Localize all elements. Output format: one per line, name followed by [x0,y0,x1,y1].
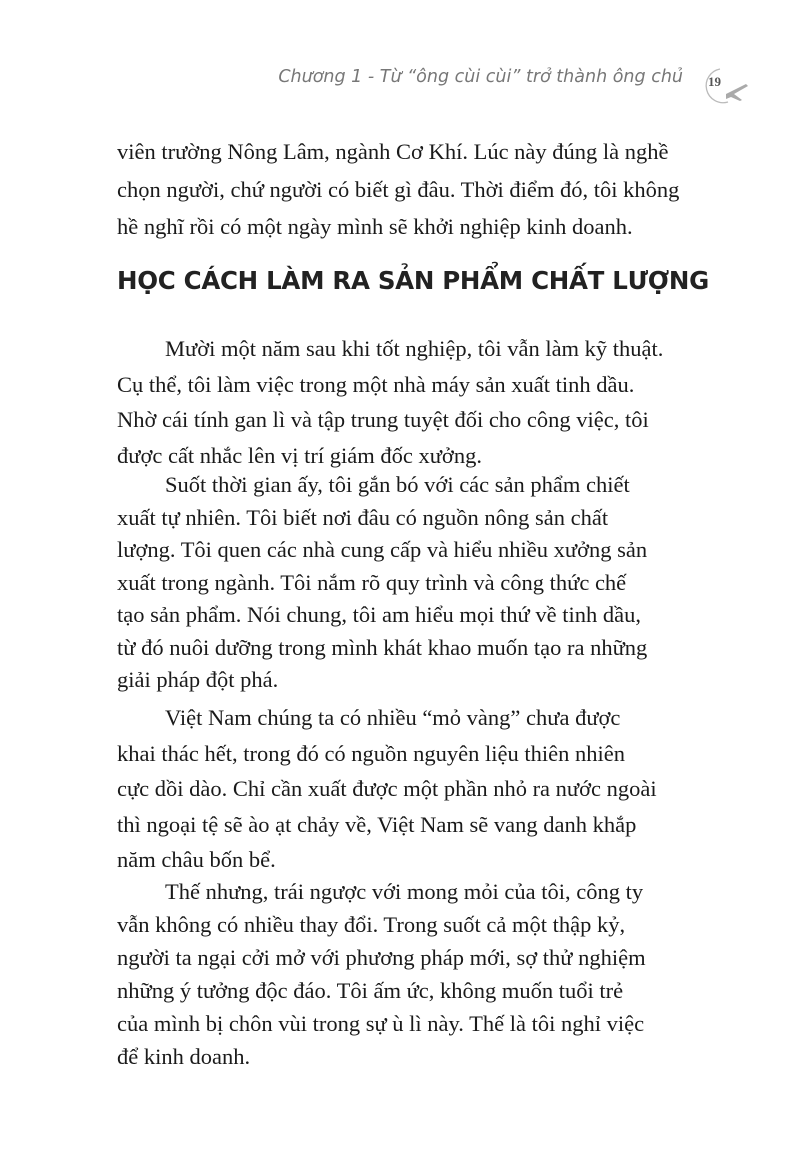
text-line: giải pháp đột phá. [117,667,279,692]
text-line: khai thác hết, trong đó có nguồn nguyên liệu thiên nhiên [117,740,626,766]
text-line: hề nghĩ rồi có một ngày mình sẽ khởi nghiệp kinh doanh. [117,214,633,239]
text-line: chọn người, chứ người có biết gì đâu. Thời điểm đó, tôi không [117,176,680,202]
airplane-icon [698,66,750,106]
text-line: người ta ngại cởi mở với phương pháp mới, sợ thử nghiệm [117,945,646,970]
text-line: Cụ thể, tôi làm việc trong một nhà máy sản xuất tinh dầu. [117,371,635,397]
intro-paragraph [117,134,697,245]
text-line: Thế nhưng, trái ngược với mong mỏi của tôi, công ty [165,879,644,904]
text-line: để kinh doanh. [117,1044,251,1069]
text-line: Mười một năm sau khi tốt nghiệp, tôi vẫn làm kỹ thuật. [165,336,664,361]
text-line: vẫn không có nhiều thay đổi. Trong suốt cả một thập kỷ, [117,912,626,937]
page-number: 19 [708,74,721,89]
text-line: Nhờ cái tính gan lì và tập trung tuyệt đối cho công việc, tôi [117,407,649,432]
text-line: Việt Nam chúng ta có nhiều “mỏ vàng” chưa được [165,705,621,730]
page-number-badge [698,66,738,106]
text-line: thì ngoại tệ sẽ ào ạt chảy về, Việt Nam sẽ vang danh khắp [117,811,637,837]
text-line: năm châu bốn bể. [117,847,276,872]
text-line: viên trường Nông Lâm, ngành Cơ Khí. Lúc này đúng là nghề [117,139,669,164]
paragraph-1 [117,331,697,473]
paragraph-2 [117,469,697,697]
text-line: lượng. Tôi quen các nhà cung cấp và hiểu nhiều xưởng sản [117,537,648,562]
text-line: từ đó nuôi dưỡng trong mình khát khao muốn tạo ra những [117,634,648,660]
text-line: xuất tự nhiên. Tôi biết nơi đâu có nguồn nông sản chất [117,504,609,530]
section-heading: HỌC CÁCH LÀM RA SẢN PHẨM CHẤT LƯỢNG [117,266,709,295]
text-line: xuất trong ngành. Tôi nắm rõ quy trình và công thức chế [117,569,627,595]
text-line: được cất nhắc lên vị trí giám đốc xưởng. [117,442,482,468]
paragraph-3 [117,700,697,878]
text-line: tạo sản phẩm. Nói chung, tôi am hiểu mọi thứ về tinh dầu, [117,602,641,627]
text-line: Suốt thời gian ấy, tôi gắn bó với các sản phẩm chiết [165,472,630,497]
running-header: Chương 1 - Từ “ông cùi cùi” trở thành ông chủ [278,67,683,87]
text-line: những ý tưởng độc đáo. Tôi ấm ức, không muốn tuổi trẻ [117,978,624,1003]
text-line: của mình bị chôn vùi trong sự ù lì này. Thế là tôi nghỉ việc [117,1011,645,1036]
text-line: cực dồi dào. Chỉ cần xuất được một phần nhỏ ra nước ngoài [117,776,657,801]
paragraph-4 [117,875,697,1073]
